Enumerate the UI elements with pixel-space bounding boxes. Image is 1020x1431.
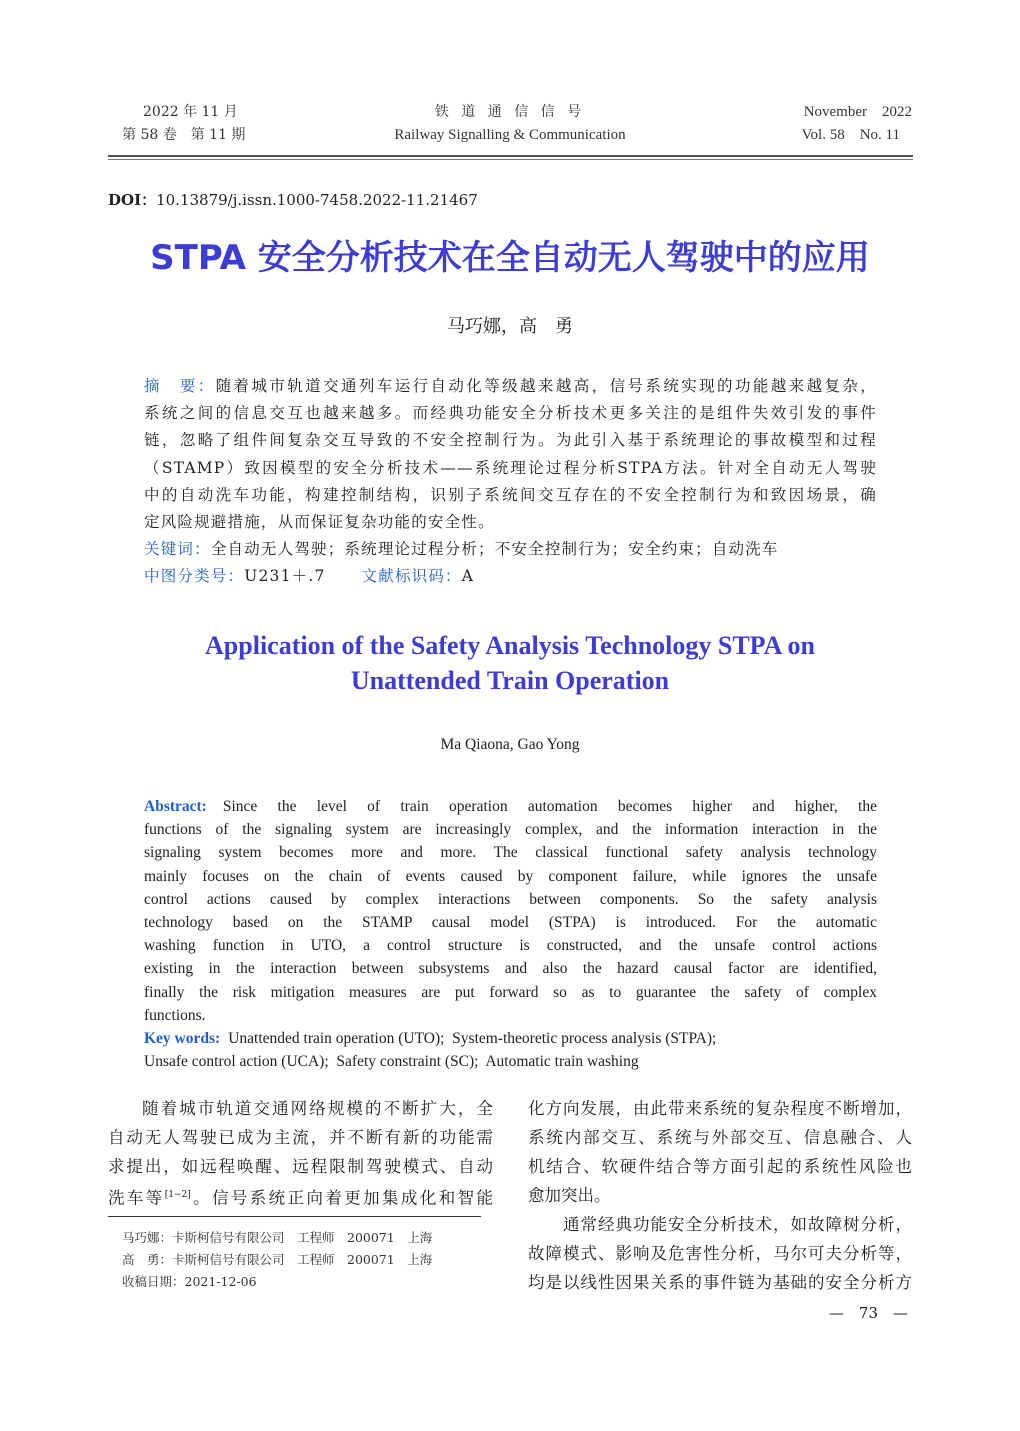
abstract-en-line: signaling system becomes more and more. The classical functional safety analysis technology	[144, 844, 877, 862]
abstract-cn-line: 链，忽略了组件间复杂交互导致的不安全控制行为。为此引入基于系统理论的事故模型和过程	[144, 431, 877, 450]
title-en-line: Application of the Safety Analysis Technology STPA on	[205, 631, 815, 660]
abstract-en-line: finally the risk mitigation measures are put forward so as to guarantee the safety of complex	[144, 983, 877, 1001]
footnote: 收稿日期：2021-12-06	[122, 1274, 257, 1289]
title-en	[0, 628, 1020, 698]
footnote: 马巧娜：卡斯柯信号有限公司 工程师 200071 上海	[122, 1230, 433, 1245]
abstract-cn-label: 摘 要：	[144, 377, 216, 395]
footnote-rule	[108, 1216, 481, 1217]
body-line: 自动无人驾驶已成为主流，并不断有新的功能需	[108, 1128, 493, 1147]
header-date-cn: 2022 年 11 月	[143, 104, 238, 120]
classification	[144, 563, 877, 590]
abstract-en-label: Abstract:	[144, 798, 207, 815]
abstract-cn-line: 系统之间的信息交互也越来越多。而经典功能安全分析技术更多关注的是组件失效引发的事件	[144, 404, 877, 423]
authors-cn: 马巧娜，高 勇	[447, 316, 573, 337]
keywords-en-line: Unattended train operation (UTO); System-theoretic process analysis (STPA);	[228, 1030, 717, 1048]
keywords-cn-label: 关键词：	[144, 540, 211, 559]
body-line: 均是以线性因果关系的事件链为基础的安全分析方	[528, 1273, 912, 1292]
page-number: — 73 —	[828, 1304, 908, 1322]
keywords-cn-value: 全自动无人驾驶；系统理论过程分析；不安全控制行为；安全约束；自动洗车	[210, 540, 779, 559]
abstract-en-line: washing function in UTO, a control structure is constructed, and the unsafe control actions	[144, 937, 877, 955]
header-issue-en: Vol. 58 No. 11	[801, 127, 900, 143]
doc-code-value: A	[461, 567, 475, 586]
abstract-en-line: mainly focuses on the chain of events caused by component failure, while ignores the unsafe	[144, 867, 877, 885]
keywords-cn	[144, 536, 877, 563]
body-line: 随着城市轨道交通网络规模的不断扩大，全	[142, 1099, 493, 1118]
keywords-en-line: Unsafe control action (UCA); Safety constraint (SC); Automatic train washing	[144, 1053, 639, 1071]
title-en-line: Unattended Train Operation	[350, 666, 670, 695]
header-left	[122, 101, 245, 147]
classification-label: 中图分类号：	[144, 567, 245, 586]
abstract-en-line: functions.	[144, 1006, 206, 1024]
abstract-en-line: Since the level of train operation automation becomes higher and higher, the	[222, 798, 877, 815]
body-line: 机结合、软硬件结合等方面引起的系统性风险也	[528, 1157, 912, 1176]
keywords-en	[144, 1027, 877, 1050]
header-right	[802, 101, 912, 147]
body-text: 洗车等	[108, 1188, 165, 1208]
body-left-column	[108, 1094, 493, 1213]
header-center	[310, 101, 710, 147]
keywords-en-label: Key words:	[144, 1030, 221, 1048]
body-text: 。信号系统正向着更加集成化和智能	[190, 1188, 494, 1208]
header-issue-cn: 第 58 卷 第 11 期	[122, 127, 246, 143]
doi-label: DOI：	[108, 191, 157, 209]
authors-en: Ma Qiaona, Gao Yong	[440, 736, 580, 753]
body-line: 化方向发展，由此带来系统的复杂程度不断增加，	[528, 1099, 912, 1118]
abstract-cn-line: 定风险规避措施，从而保证复杂功能的安全性。	[144, 513, 495, 532]
journal-name-cn: 铁 道 通 信 信 号	[434, 104, 586, 120]
body-line	[108, 1181, 493, 1213]
classification-value: U231＋.7	[244, 567, 326, 586]
abstract-cn-line: （STAMP）致因模型的安全分析技术——系统理论过程分析STPA方法。针对全自动无人驾驶	[144, 458, 877, 477]
body-line: 通常经典功能安全分析技术，如故障树分析，	[528, 1215, 912, 1234]
abstract-cn	[144, 373, 877, 591]
abstract-en-line: technology based on the STAMP causal model (STPA) is introduced. For the automatic	[144, 914, 877, 932]
body-line: 故障模式、影响及危害性分析，马尔可夫分析等，	[528, 1244, 912, 1263]
doi-value: 10.13879/j.issn.1000-7458.2022-11.21467	[156, 191, 478, 209]
citation[interactable]: [1−2]	[164, 1190, 191, 1200]
doc-code-label: 文献标识码：	[361, 567, 462, 586]
journal-name-en: Railway Signalling & Communication	[394, 127, 626, 143]
body-line: 求提出，如远程唤醒、远程限制驾驶模式、自动	[108, 1157, 493, 1176]
abstract-en-line: existing in the interaction between subsystems and also the hazard causal factor are identified,	[144, 960, 877, 978]
abstract-en-line: control actions caused by complex interactions between components. So the safety analysis	[144, 890, 877, 908]
doi	[108, 189, 478, 210]
header-date-en: November 2022	[803, 104, 912, 120]
abstract-cn-line: 中的自动洗车功能，构建控制结构，识别子系统间交互存在的不安全控制行为和致因场景，确	[144, 485, 877, 504]
abstract-en-line: functions of the signaling system are increasingly complex, and the information interaction in the	[144, 821, 877, 839]
abstract-en	[144, 795, 877, 1073]
header-rule-thin	[108, 159, 913, 160]
body-right-column	[528, 1094, 912, 1297]
body-line: 愈加突出。	[528, 1186, 611, 1205]
body-line: 系统内部交互、系统与外部交互、信息融合、人	[528, 1128, 912, 1147]
page-title: STPA 安全分析技术在全自动无人驾驶中的应用	[150, 238, 870, 278]
footnote: 高 勇：卡斯柯信号有限公司 工程师 200071 上海	[122, 1252, 433, 1267]
header-rule	[108, 155, 913, 157]
abstract-cn-line: 随着城市轨道交通列车运行自动化等级越来越高，信号系统实现的功能越来越复杂，	[215, 377, 877, 395]
footnotes	[122, 1227, 432, 1293]
